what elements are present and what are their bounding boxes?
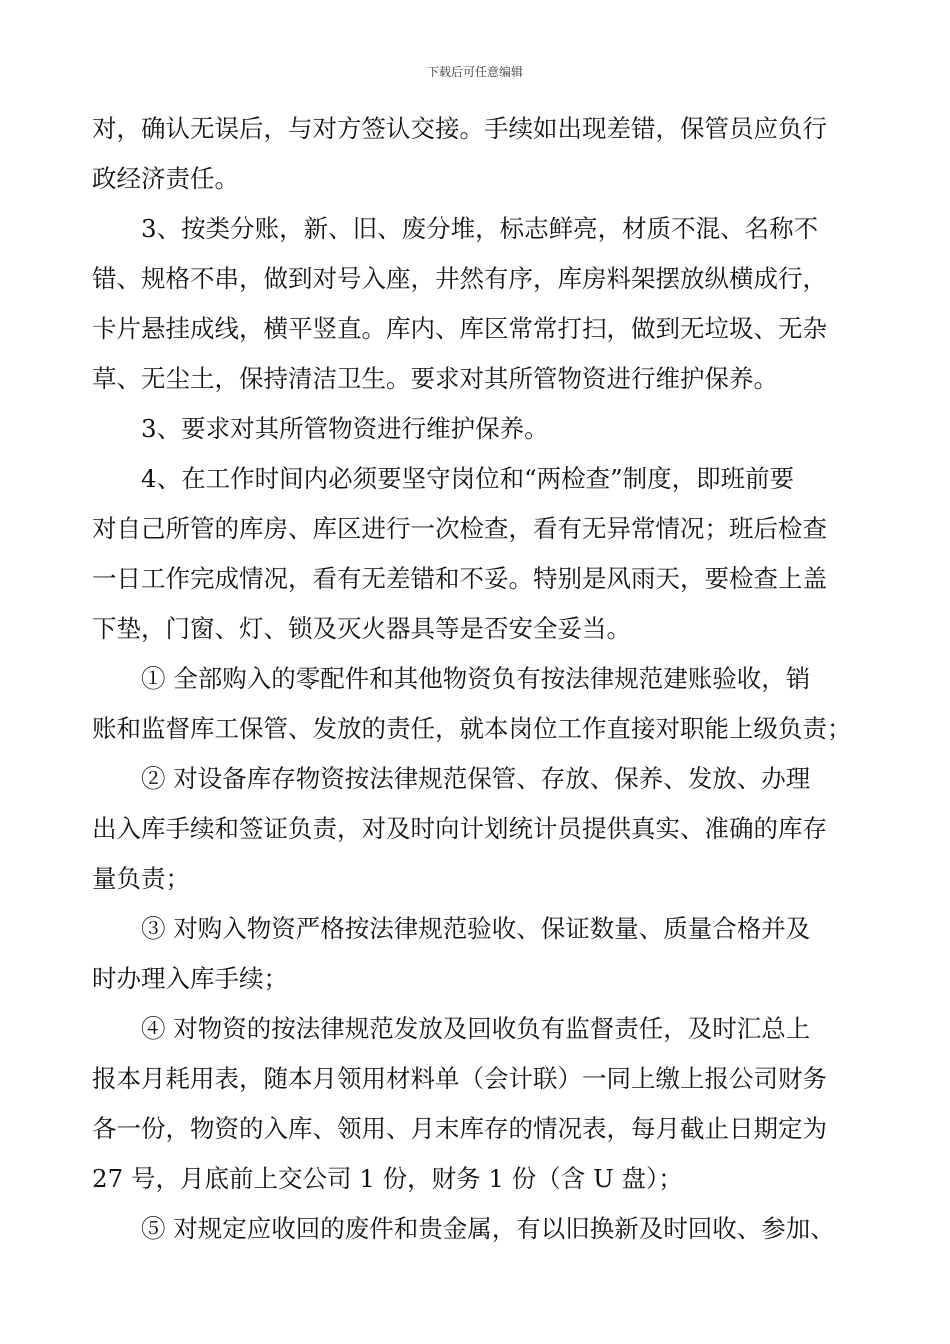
item-1: ① 全部购入的零配件和其他物资负有按法律规范建账验收，销 [141, 664, 811, 693]
text-line: 卡片悬挂成线，横平竖直。库内、库区常常打扫，做到无垃圾、无杂 [92, 314, 827, 343]
text-line: 错、规格不串，做到对号入座，井然有序，库房料架摆放纵横成行， [92, 264, 827, 293]
paragraph-3-maintenance: 3、要求对其所管物资进行维护保养。 [141, 414, 549, 443]
page-header: 下载后可任意编辑 [426, 65, 523, 79]
paragraph-4-duty: 4、在工作时间内必须要坚守岗位和“两检查”制度，即班前要 [141, 464, 795, 493]
item-3: ③ 对购入物资严格按法律规范验收、保证数量、质量合格并及 [141, 914, 811, 943]
item-5: ⑤ 对规定应收回的废件和贵金属，有以旧换新及时回收、参加、 [141, 1214, 835, 1243]
text-line: 下垫，门窗、灯、锁及灭火器具等是否安全妥当。 [92, 614, 631, 643]
text-line: 出入库手续和签证负责，对及时向计划统计员提供真实、准确的库存 [92, 814, 827, 843]
paragraph-3-classification: 3、按类分账，新、旧、废分堆，标志鲜亮，材质不混、名称不 [141, 214, 819, 243]
text-line: 时办理入库手续； [92, 964, 288, 993]
text-line: 政经济责任。 [92, 164, 239, 193]
text-line: 草、无尘土，保持清洁卫生。要求对其所管物资进行维护保养。 [92, 364, 778, 393]
text-line: 27 号，月底前上交公司 1 份，财务 1 份（含 U 盘）； [92, 1164, 683, 1193]
text-line: 对，确认无误后，与对方签认交接。手续如出现差错，保管员应负行 [92, 114, 827, 143]
item-2: ② 对设备库存物资按法律规范保管、存放、保养、发放、办理 [141, 764, 811, 793]
item-4: ④ 对物资的按法律规范发放及回收负有监督责任，及时汇总上 [141, 1014, 811, 1043]
text-line: 一日工作完成情况，看有无差错和不妥。特别是风雨天，要检查上盖 [92, 564, 827, 593]
text-line: 报本月耗用表，随本月领用材料单（会计联）一同上缴上报公司财务 [92, 1064, 827, 1093]
text-line: 账和监督库工保管、发放的责任，就本岗位工作直接对职能上级负责； [92, 714, 852, 743]
text-line: 量负责； [92, 864, 190, 893]
text-line: 各一份，物资的入库、领用、月末库存的情况表，每月截止日期定为 [92, 1114, 827, 1143]
document-body [92, 104, 864, 1254]
text-line: 对自己所管的库房、库区进行一次检查，看有无异常情况；班后检查 [92, 514, 827, 543]
